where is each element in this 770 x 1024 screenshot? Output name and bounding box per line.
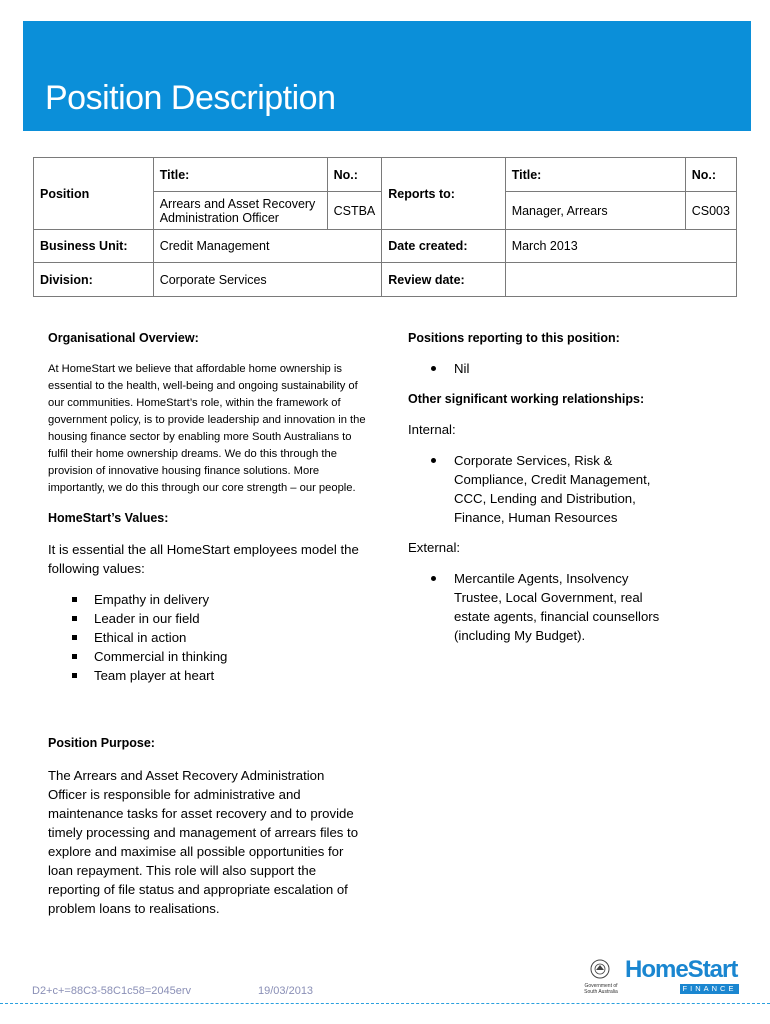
position-title: Arrears and Asset Recovery Administration Officer	[153, 192, 327, 230]
division-label: Division:	[34, 263, 154, 297]
list-item: Empathy in delivery	[48, 590, 366, 609]
bullet-icon	[431, 458, 436, 463]
review-date-value	[505, 263, 736, 297]
relationships-heading: Other significant working relationships:	[408, 392, 645, 406]
title-label: Title:	[153, 158, 327, 192]
reporting-heading: Positions reporting to this position:	[408, 331, 620, 345]
list-item: Team player at heart	[48, 666, 366, 685]
square-bullet-icon	[72, 673, 77, 678]
internal-label: Internal:	[408, 422, 456, 437]
division-value: Corporate Services	[153, 263, 382, 297]
internal-list	[408, 451, 663, 527]
position-info-table	[33, 157, 737, 297]
external-label: External:	[408, 540, 461, 555]
reports-title-label: Title:	[505, 158, 685, 192]
list-item: Mercantile Agents, Insolvency Trustee, Local Government, real estate agents, financial counsellors (including My Budget).	[408, 569, 663, 645]
reports-no-label: No.:	[685, 158, 736, 192]
reports-no: CS003	[685, 192, 736, 230]
bullet-icon	[431, 576, 436, 581]
values-heading: HomeStart’s Values:	[48, 511, 169, 525]
list-item: Ethical in action	[48, 628, 366, 647]
no-label: No.:	[327, 158, 382, 192]
position-label: Position	[34, 158, 154, 230]
bullet-icon	[431, 366, 436, 371]
purpose-text: The Arrears and Asset Recovery Administration Officer is responsible for administrative and maintenance tasks for asset recovery and to provide timely processing and management of arrears files to explore and maximise all possible opportunities for loan repayment. This role will also support the reporting of file status and appropriate escalation of problem loans to realisations.	[48, 768, 359, 916]
page-title: Position Description	[45, 79, 336, 117]
square-bullet-icon	[72, 635, 77, 640]
reporting-list	[408, 359, 663, 378]
list-item: Corporate Services, Risk & Compliance, Credit Management, CCC, Lending and Distribution, Finance, Human Resources	[408, 451, 663, 527]
business-unit-label: Business Unit:	[34, 230, 154, 263]
square-bullet-icon	[72, 654, 77, 659]
date-created-value: March 2013	[505, 230, 736, 263]
values-intro: It is essential the all HomeStart employees model the following values:	[48, 542, 359, 576]
government-crest-icon	[580, 957, 620, 995]
overview-heading: Organisational Overview:	[48, 331, 199, 345]
footer-date: 19/03/2013	[258, 985, 314, 997]
reports-to-label: Reports to:	[382, 158, 505, 230]
list-item: Nil	[408, 359, 663, 378]
homestart-logo	[580, 957, 740, 997]
left-column	[48, 330, 366, 918]
review-date-label: Review date:	[382, 263, 505, 297]
logo-subtitle: FINANCE	[680, 984, 739, 994]
external-list	[408, 569, 663, 645]
square-bullet-icon	[72, 616, 77, 621]
values-list	[48, 590, 366, 685]
list-item: Leader in our field	[48, 609, 366, 628]
list-item: Commercial in thinking	[48, 647, 366, 666]
header-banner	[23, 21, 751, 131]
position-no: CSTBA	[327, 192, 382, 230]
reports-title: Manager, Arrears	[505, 192, 685, 230]
footer-divider	[0, 1003, 770, 1004]
government-text: Government of South Australia	[584, 983, 618, 995]
overview-text: At HomeStart we believe that affordable home ownership is essential to the health, well-being and ongoing sustainability of our communities. HomeStart’s role, within the framework of government policy, is to provide leadership and innovation in the housing finance sector by enabling more South Australians to fulfil their home ownership dreams. We do this through the provision of innovative housing finance solutions. More importantly, we do this through our core strength – our people.	[48, 363, 366, 494]
purpose-heading: Position Purpose:	[48, 736, 155, 750]
footer-code: D2+c+=88C3-58C1c58=2045erv	[32, 985, 192, 997]
square-bullet-icon	[72, 597, 77, 602]
logo-wordmark: HomeStart	[625, 956, 738, 983]
right-column	[408, 330, 663, 645]
date-created-label: Date created:	[382, 230, 505, 263]
business-unit-value: Credit Management	[153, 230, 382, 263]
